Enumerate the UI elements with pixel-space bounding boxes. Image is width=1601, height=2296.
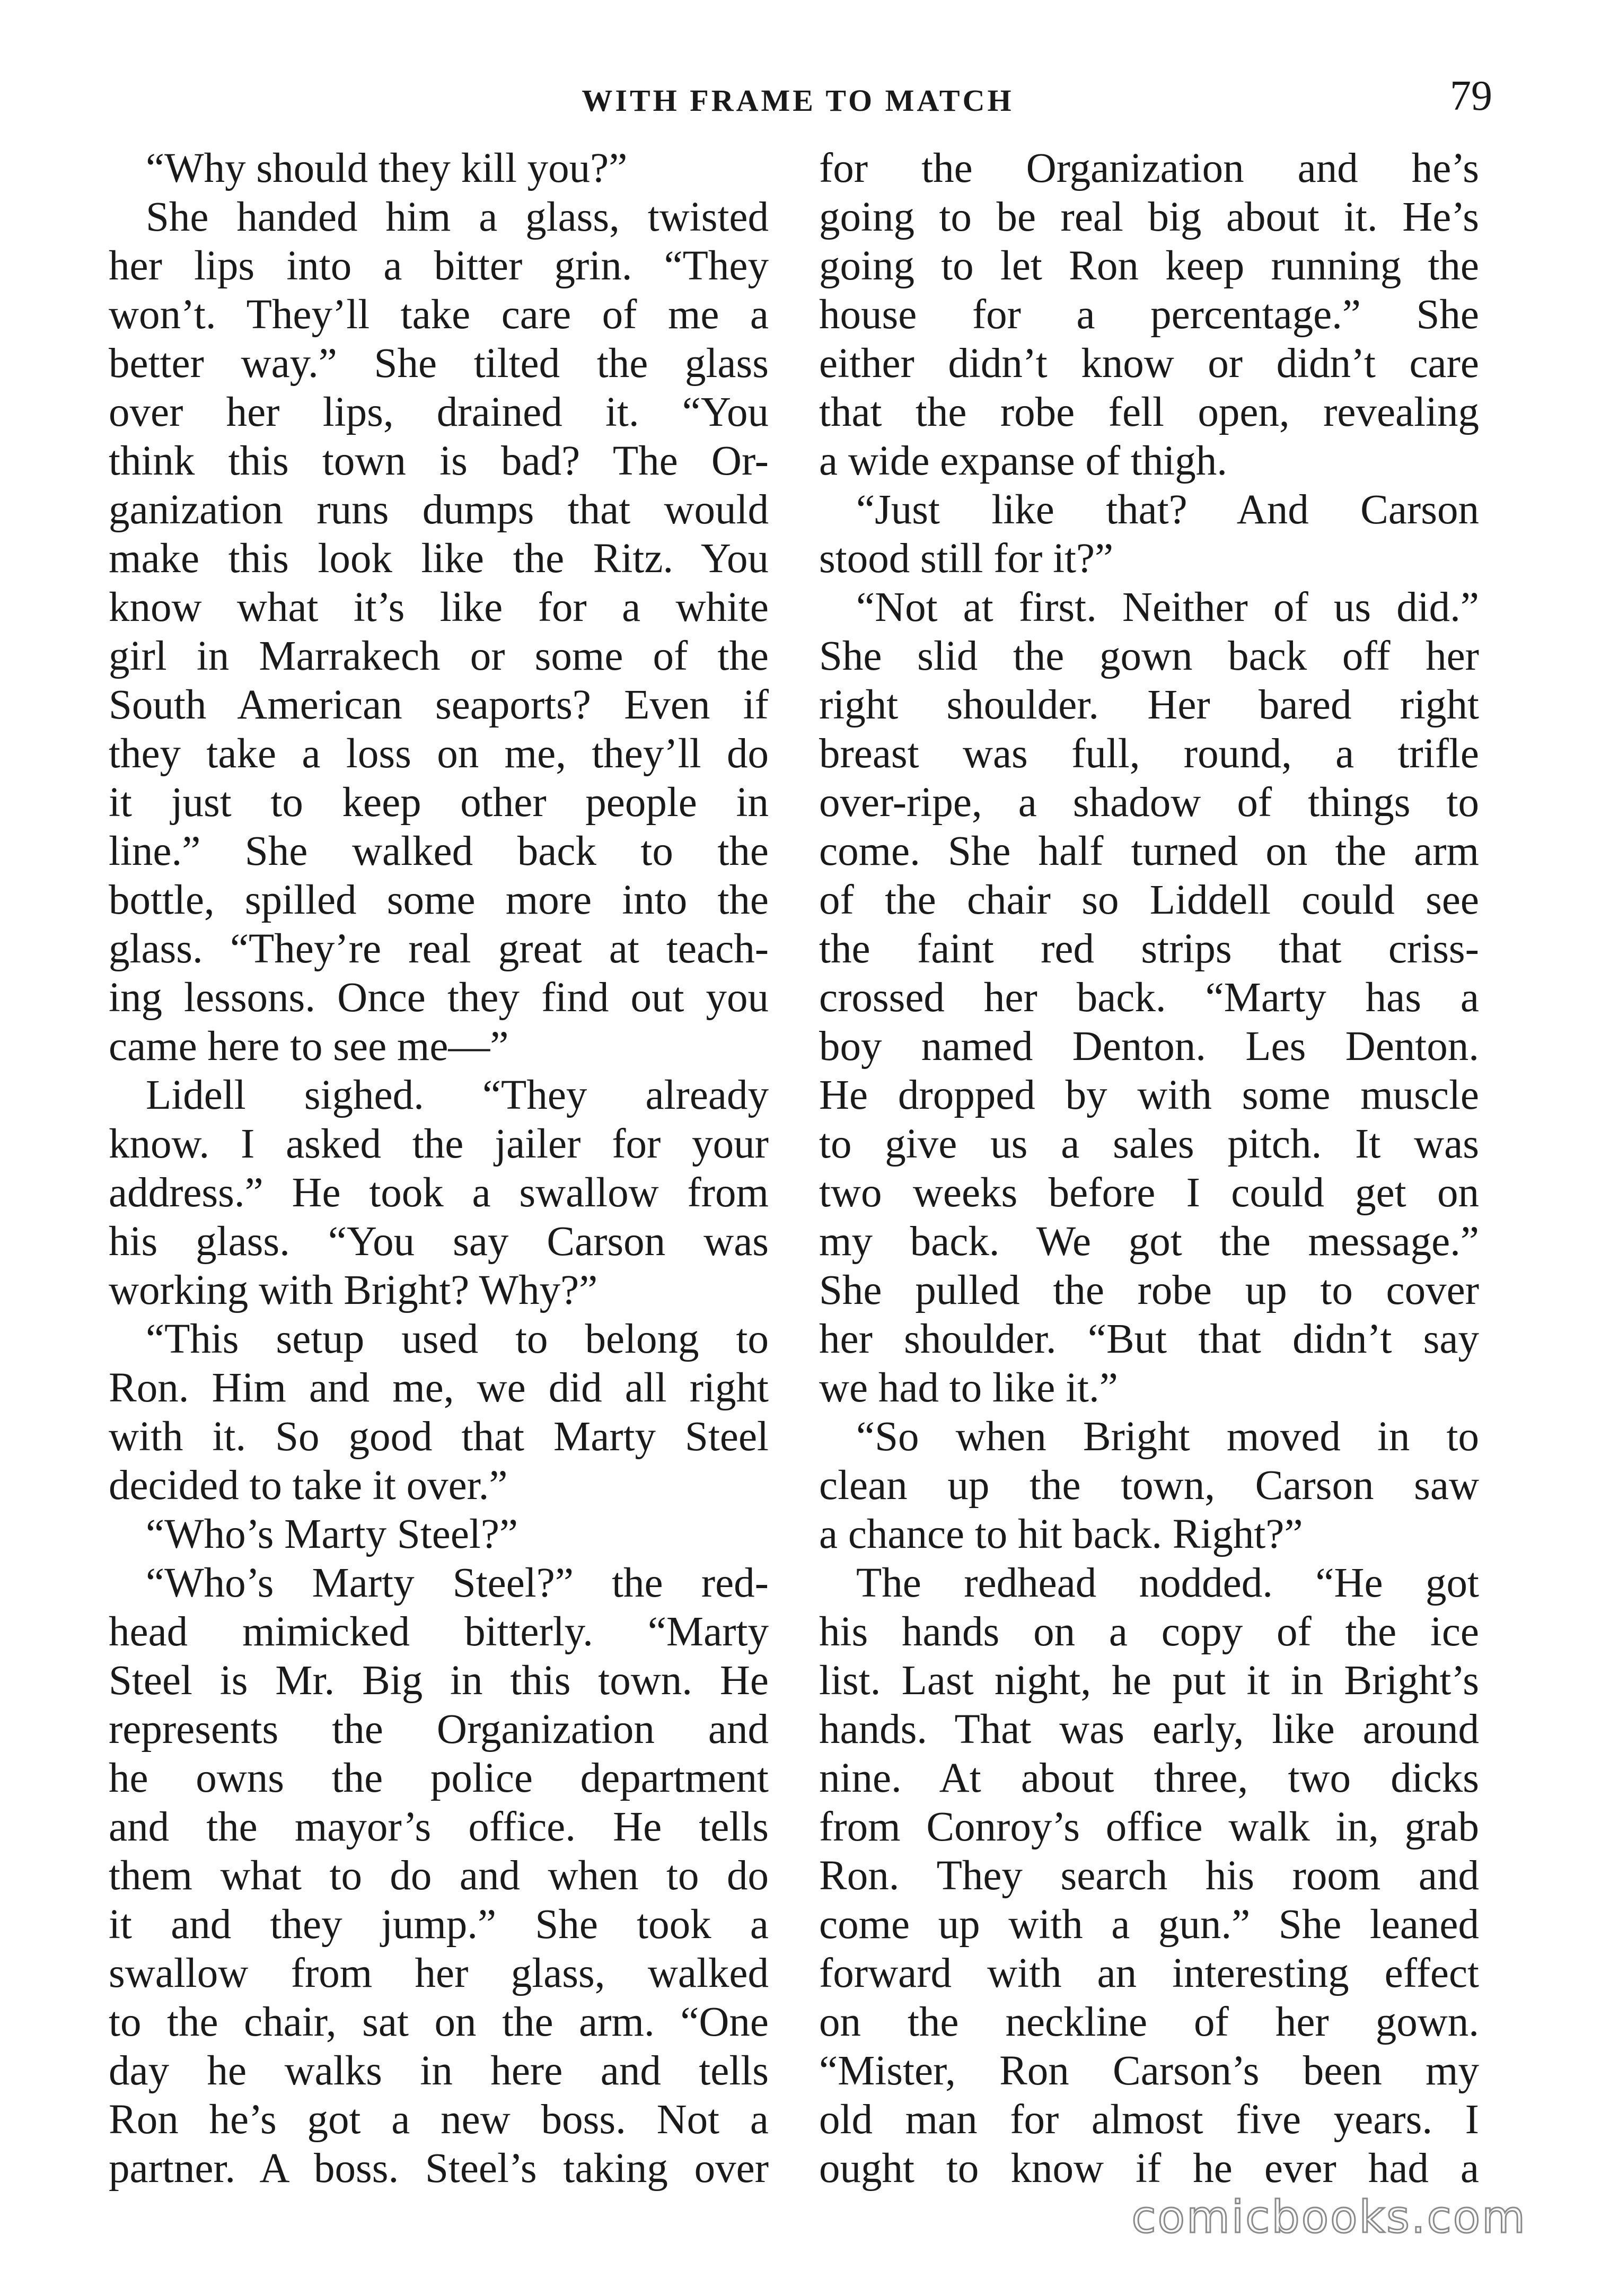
text-line: house for a percentage.” She [819,292,1479,338]
running-header [109,73,1492,122]
text-line: either didn’t know or didn’t care [819,340,1479,387]
text-line: two weeks before I could get on [819,1170,1479,1216]
text-line: ought to know if he ever had a [819,2145,1479,2192]
text-line: Ron. They search his room and [819,1853,1479,1899]
text-line: his hands on a copy of the ice [819,1609,1479,1655]
text-line: head mimicked bitterly. “Marty [109,1609,769,1655]
text-line: “Why should they kill you?” [146,145,628,191]
text-line: Steel is Mr. Big in this town. He [109,1658,769,1704]
text-line: it just to keep other people in [109,779,769,826]
text-line: “So when Bright moved in to [856,1414,1479,1460]
text-line: breast was full, round, a trifle [819,731,1479,777]
text-line: address.” He took a swallow from [109,1170,769,1216]
text-line: a chance to hit back. Right?” [819,1511,1303,1557]
text-line: Ron he’s got a new boss. Not a [109,2097,769,2143]
text-line: from Conroy’s office walk in, grab [819,1804,1479,1850]
right-text-column [819,144,1479,2193]
text-line: right shoulder. Her bared right [819,682,1479,728]
text-line: day he walks in here and tells [109,2048,769,2094]
text-line: “Mister, Ron Carson’s been my [819,2048,1479,2094]
text-line: won’t. They’ll take care of me a [109,292,769,338]
text-line: make this look like the Ritz. You [109,536,769,582]
text-line: come. She half turned on the arm [819,828,1479,874]
text-line: crossed her back. “Marty has a [819,975,1479,1021]
text-line: come up with a gun.” She leaned [819,1901,1479,1948]
text-line: “Who’s Marty Steel?” [146,1511,518,1557]
text-line: ing lessons. Once they find out you [109,975,769,1021]
watermark: comicbooks.com [1131,2191,1527,2243]
text-line: her lips into a bitter grin. “They [109,243,769,289]
text-line: his glass. “You say Carson was [109,1219,769,1265]
text-line: line.” She walked back to the [109,828,769,874]
text-line: He dropped by with some muscle [819,1072,1479,1118]
text-line: it and they jump.” She took a [109,1901,769,1948]
text-line: bottle, spilled some more into the [109,877,769,923]
text-line: South American seaports? Even if [109,682,769,728]
text-line: them what to do and when to do [109,1853,769,1899]
text-line: nine. At about three, two dicks [819,1755,1479,1801]
text-line: know. I asked the jailer for your [109,1121,769,1167]
text-line: my back. We got the message.” [819,1219,1479,1265]
text-line: Ron. Him and me, we did all right [109,1365,769,1411]
text-line: represents the Organization and [109,1706,769,1752]
text-line: going to let Ron keep running the [819,243,1479,289]
text-line: boy named Denton. Les Denton. [819,1023,1479,1070]
text-line: “Who’s Marty Steel?” the red- [146,1560,769,1606]
text-line: hands. That was early, like around [819,1706,1479,1752]
left-text-column [109,144,769,2193]
page-number: 79 [1450,73,1492,119]
text-line: they take a loss on me, they’ll do [109,731,769,777]
text-line: glass. “They’re real great at teach- [109,926,769,972]
text-line: on the neckline of her gown. [819,1999,1479,2045]
text-line: came here to see me—” [109,1023,509,1070]
text-line: working with Bright? Why?” [109,1267,598,1313]
text-line: know what it’s like for a white [109,584,769,630]
text-line: to the chair, sat on the arm. “One [109,1999,769,2045]
text-line: “This setup used to belong to [146,1316,769,1362]
text-line: She pulled the robe up to cover [819,1267,1479,1313]
text-line: her shoulder. “But that didn’t say [819,1316,1479,1362]
text-line: he owns the police department [109,1755,769,1801]
text-line: a wide expanse of thigh. [819,438,1228,484]
text-line: ganization runs dumps that would [109,487,769,533]
text-line: the faint red strips that criss- [819,926,1479,972]
text-line: forward with an interesting effect [819,1950,1479,1996]
text-line: with it. So good that Marty Steel [109,1414,769,1460]
text-line: Lidell sighed. “They already [146,1072,769,1118]
text-line: swallow from her glass, walked [109,1950,769,1996]
text-line: She slid the gown back off her [819,633,1479,679]
text-line: The redhead nodded. “He got [856,1560,1479,1606]
text-line: to give us a sales pitch. It was [819,1121,1479,1167]
text-line: stood still for it?” [819,536,1114,582]
text-line: for the Organization and he’s [819,145,1479,191]
text-line: old man for almost five years. I [819,2097,1479,2143]
text-line: decided to take it over.” [109,1462,508,1509]
running-title: WITH FRAME TO MATCH [582,83,1014,118]
text-line: over-ripe, a shadow of things to [819,779,1479,826]
text-line: “Just like that? And Carson [856,487,1479,533]
text-line: think this town is bad? The Or- [109,438,769,484]
text-line: over her lips, drained it. “You [109,389,769,435]
text-line: and the mayor’s office. He tells [109,1804,769,1850]
text-line: that the robe fell open, revealing [819,389,1479,435]
text-line: girl in Marrakech or some of the [109,633,769,679]
text-line: partner. A boss. Steel’s taking over [109,2145,769,2192]
text-line: going to be real big about it. He’s [819,194,1479,240]
text-line: better way.” She tilted the glass [109,340,769,387]
text-line: “Not at first. Neither of us did.” [856,584,1479,630]
text-line: of the chair so Liddell could see [819,877,1479,923]
text-line: clean up the town, Carson saw [819,1462,1479,1509]
text-line: She handed him a glass, twisted [146,194,769,240]
text-line: list. Last night, he put it in Bright’s [819,1658,1479,1704]
text-line: we had to like it.” [819,1365,1118,1411]
